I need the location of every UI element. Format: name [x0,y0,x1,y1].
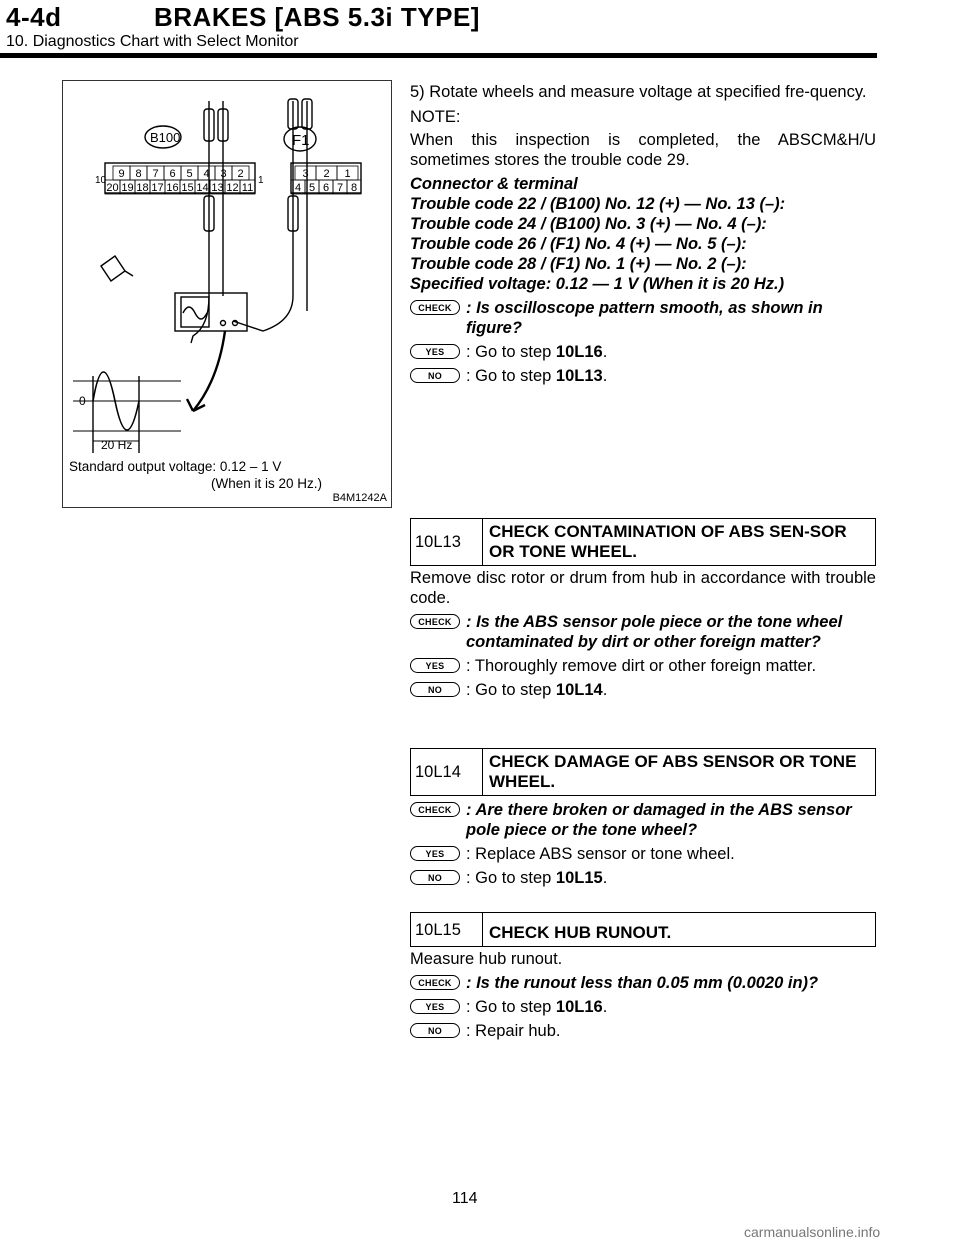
waveform-zero-label: 0 [79,394,86,408]
b100-right-pin: 1 [258,175,264,186]
step-number: 10L15 [411,913,483,946]
yes-badge: YES [410,846,460,861]
b100-bottom-pin: 14 [196,182,209,194]
b100-bottom-pin: 19 [121,182,134,194]
spec-line: Trouble code 22 / (B100) No. 12 (+) — No. 13 (–): [410,195,786,213]
check-badge: CHECK [410,614,460,629]
yes-badge: YES [410,344,460,359]
step-text: Remove disc rotor or drum from hub in accordance with trouble code. [410,569,876,607]
no-badge: NO [410,682,460,697]
section-code: 4-4d [6,2,62,32]
spec-line: Trouble code 24 / (B100) No. 3 (+) — No. 4 (–): [410,215,767,233]
b100-bottom-pin: 16 [166,182,179,194]
step-10l15-section [410,912,876,1044]
no-row [410,680,876,700]
no-prefix: : Go to step [466,869,556,887]
yes-text: : Replace ABS sensor or tone wheel. [466,845,735,863]
b100-bottom-pin: 12 [226,182,239,194]
figure-code: B4M1242A [332,492,387,504]
period: . [602,998,608,1016]
f1-top-pin: 2 [323,168,330,180]
f1-bottom-pin: 8 [350,182,358,194]
check-badge: CHECK [410,802,460,817]
no-badge: NO [410,1023,460,1038]
b100-label: B100 [150,130,181,145]
spec-line: Connector & terminal [410,175,578,193]
b100-bottom-pin: 17 [151,182,164,194]
yes-row [410,844,876,864]
yes-text: : Thoroughly remove dirt or other foreign matter. [466,657,817,675]
b100-top-pin: 3 [220,168,227,180]
waveform-frequency-label: 20 Hz [101,438,133,452]
b100-top-pin: 8 [135,168,142,180]
spec-block [410,174,876,294]
period: . [602,681,608,699]
no-step-link[interactable]: 10L13 [555,367,603,385]
page-number: 114 [452,1190,478,1207]
step-10l14-section [410,748,876,891]
oscilloscope-diagram [63,81,390,506]
f1-top-pin: 1 [344,168,351,180]
b100-top-pin: 9 [118,168,125,180]
period: . [602,869,608,887]
b100-bottom-pin: 20 [106,182,119,194]
step-header [410,912,876,947]
step-title: CHECK DAMAGE OF ABS SENSOR OR TONE WHEEL. [489,752,857,791]
step-text: Measure hub runout. [410,950,563,968]
yes-row [410,342,876,362]
check-row [410,973,876,993]
header-rule [0,53,877,58]
b100-bottom-pin: 18 [136,182,149,194]
no-prefix: : Go to step [466,681,556,699]
b100-top-pin: 7 [152,168,159,180]
yes-row [410,997,876,1017]
step-header [410,518,876,566]
no-badge: NO [410,870,460,885]
step-header [410,748,876,796]
f1-bottom-pin: 4 [294,182,302,194]
page-title: BRAKES [ABS 5.3i TYPE] [154,2,480,32]
note-label: NOTE: [410,108,461,126]
period: . [602,343,608,361]
yes-row [410,656,876,676]
f1-bottom-pin: 6 [322,182,330,194]
yes-badge: YES [410,999,460,1014]
oscilloscope-figure [62,80,392,508]
f1-bottom-pin: 5 [308,182,316,194]
yes-step-link[interactable]: 10L16 [555,343,603,361]
b100-bottom-pin: 13 [211,182,224,194]
no-step-link[interactable]: 10L15 [555,869,603,887]
b100-top-pin: 2 [237,168,244,180]
no-row [410,366,876,386]
check-question: : Is the runout less than 0.05 mm (0.0020 in)? [466,974,819,992]
no-step-link[interactable]: 10L14 [555,681,603,699]
check-question: : Are there broken or damaged in the ABS sensor pole piece or the tone wheel? [466,801,852,839]
note-text: When this inspection is completed, the ABSCM&H/U sometimes stores the trouble code 29. [410,131,876,169]
step-title: CHECK HUB RUNOUT. [489,923,672,942]
f1-bottom-pin: 7 [336,182,344,194]
check-row [410,298,876,338]
b100-top-pin: 6 [169,168,176,180]
figure-caption-line1: Standard output voltage: 0.12 – 1 V [69,459,282,474]
check-question: : Is oscilloscope pattern smooth, as shown in figure? [466,299,823,337]
check-badge: CHECK [410,300,460,315]
no-row [410,1021,876,1041]
step5-text: 5) Rotate wheels and measure voltage at specified fre-quency. [410,83,867,101]
b100-top-pin: 5 [186,168,193,180]
period: . [602,367,608,385]
spec-line: Trouble code 26 / (F1) No. 4 (+) — No. 5 (–): [410,235,747,253]
f1-top-pin: 3 [302,168,309,180]
step-title: CHECK CONTAMINATION OF ABS SEN-SOR OR TONE WHEEL. [489,522,847,561]
yes-prefix: : Go to step [466,998,556,1016]
check-row [410,800,876,840]
b100-top-pin: 4 [203,168,210,180]
step-number: 10L14 [411,749,483,795]
check-badge: CHECK [410,975,460,990]
step-10l13-section [410,518,876,703]
figure-caption-line2: (When it is 20 Hz.) [211,476,323,491]
b100-left-pin: 10 [95,175,107,186]
no-text: : Repair hub. [466,1022,561,1040]
f1-label: F1 [292,132,310,149]
page-subtitle: 10. Diagnostics Chart with Select Monitor [6,33,299,50]
no-row [410,868,876,888]
yes-badge: YES [410,658,460,673]
no-badge: NO [410,368,460,383]
b100-bottom-pin: 11 [241,182,254,194]
step5-section [410,82,876,389]
watermark-text: carmanualsonline.info [744,1224,881,1240]
yes-step-link[interactable]: 10L16 [555,998,603,1016]
spec-line: Trouble code 28 / (F1) No. 1 (+) — No. 2 (–): [410,255,747,273]
step-number: 10L13 [411,519,483,565]
yes-prefix: : Go to step [466,343,556,361]
spec-line: Specified voltage: 0.12 — 1 V (When it is 20 Hz.) [410,275,785,293]
check-question: : Is the ABS sensor pole piece or the tone wheel contaminated by dirt or other foreign matter? [466,613,843,651]
check-row [410,612,876,652]
no-prefix: : Go to step [466,367,556,385]
b100-bottom-pin: 15 [181,182,194,194]
